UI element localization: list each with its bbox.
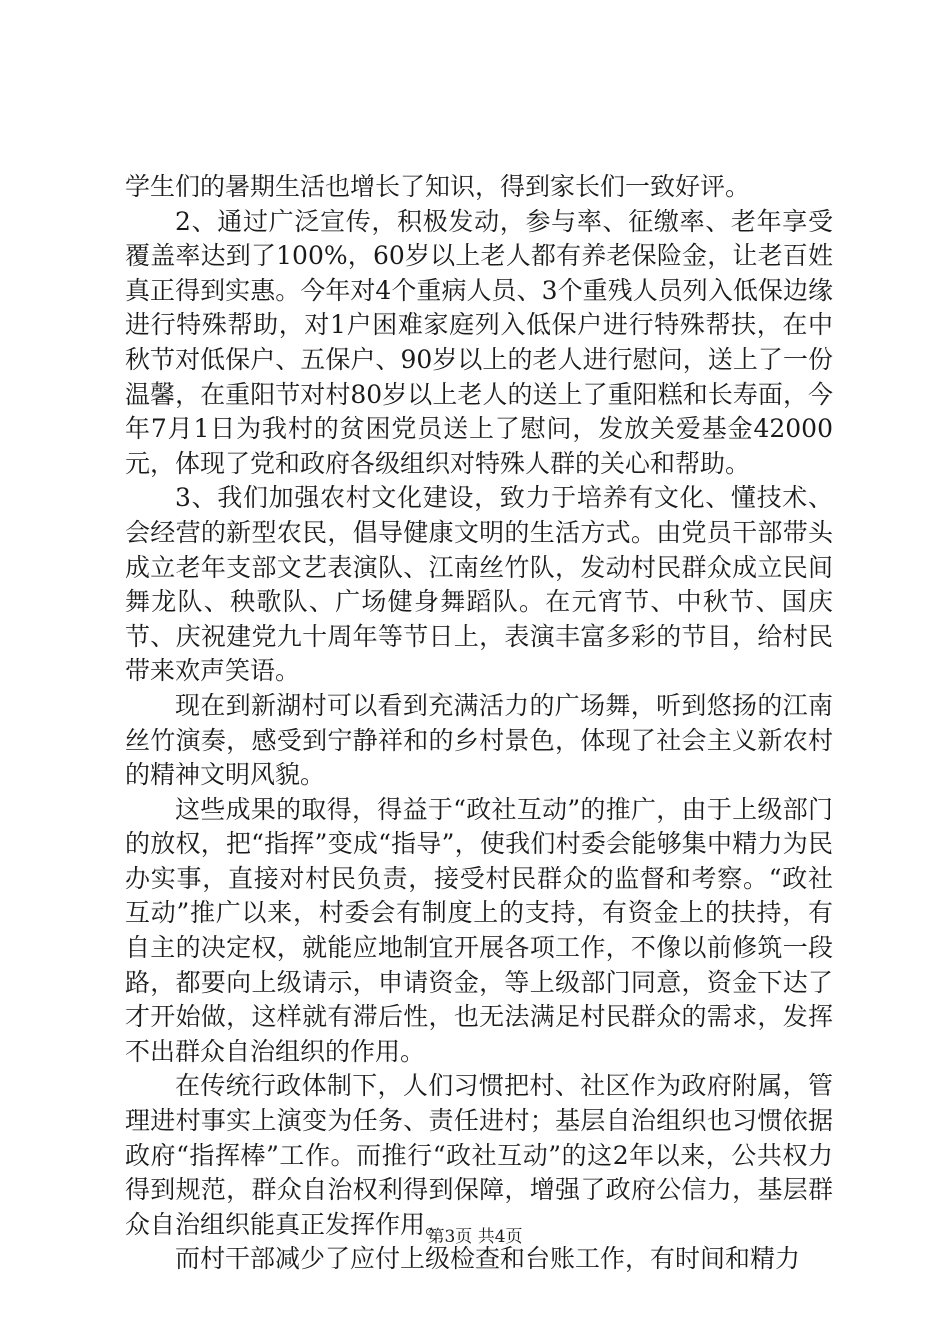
paragraph-3: 3、我们加强农村文化建设，致力于培养有文化、懂技术、会经营的新型农民，倡导健康文明的生活方式。由党员干部带头成立老年支部文艺表演队、江南丝竹队，发动村民群众成立民间舞龙队、秧歌队、广场健身舞蹈队。在元宵节、中秋节、国庆节、庆祝建党九十周年等节日上，表演丰富多彩的节目，给村民带来欢声笑语。 (125, 483, 833, 686)
paragraph-4: 现在到新湖村可以看到充满活力的广场舞，听到悠扬的江南丝竹演奏，感受到宁静祥和的乡村景色，体现了社会主义新农村的精神文明风貌。 (125, 690, 833, 790)
paragraph-7: 而村干部减少了应付上级检查和台账工作，有时间和精力 (175, 1244, 801, 1274)
paragraph-2: 2、通过广泛宣传，积极发动，参与率、征缴率、老年享受覆盖率达到了100%，60岁以上老人都有养老保险金，让老百姓真正得到实惠。今年对4个重病人员、3个重残人员列入低保边缘进行特殊帮助，对1户困难家庭列入低保户进行特殊帮扶，在中秋节对低保户、五保户、90岁以上的老人进行慰问，送上了一份温馨，在重阳节对村80岁以上老人的送上了重阳糕和长寿面，今年7月1日为我村的贫困党员送上了慰问，发放关爱基金42000元，体现了党和政府各级组织对特殊人群的关心和帮助。 (125, 206, 833, 478)
paragraph-5: 这些成果的取得，得益于“政社互动”的推广，由于上级部门的放权，把“指挥”变成“指导”，使我们村委会能够集中精力为民办实事，直接对村民负责，接受村民群众的监督和考察。“政社互动”推广以来，村委会有制度上的支持，有资金上的扶持，有自主的决定权，就能应地制宜开展各项工作，不像以前修筑一段路，都要向上级请示，申请资金，等上级部门同意，资金下达了才开始做，这样就有滞后性，也无法满足村民群众的需求，发挥不出群众自治组织的作用。 (125, 794, 833, 1066)
page-footer: 第3页 共4页 (427, 1227, 523, 1247)
document-body (125, 170, 833, 1277)
paragraph-6: 在传统行政体制下，人们习惯把村、社区作为政府附属，管理进村事实上演变为任务、责任进村；基层自治组织也习惯依据政府“指挥棒”工作。而推行“政社互动”的这2年以来，公共权力得到规范，群众自治权利得到保障，增强了政府公信力，基层群众自治组织能真正发挥作用。 (125, 1071, 833, 1239)
paragraph-1: 学生们的暑期生活也增长了知识，得到家长们一致好评。 (125, 172, 751, 201)
